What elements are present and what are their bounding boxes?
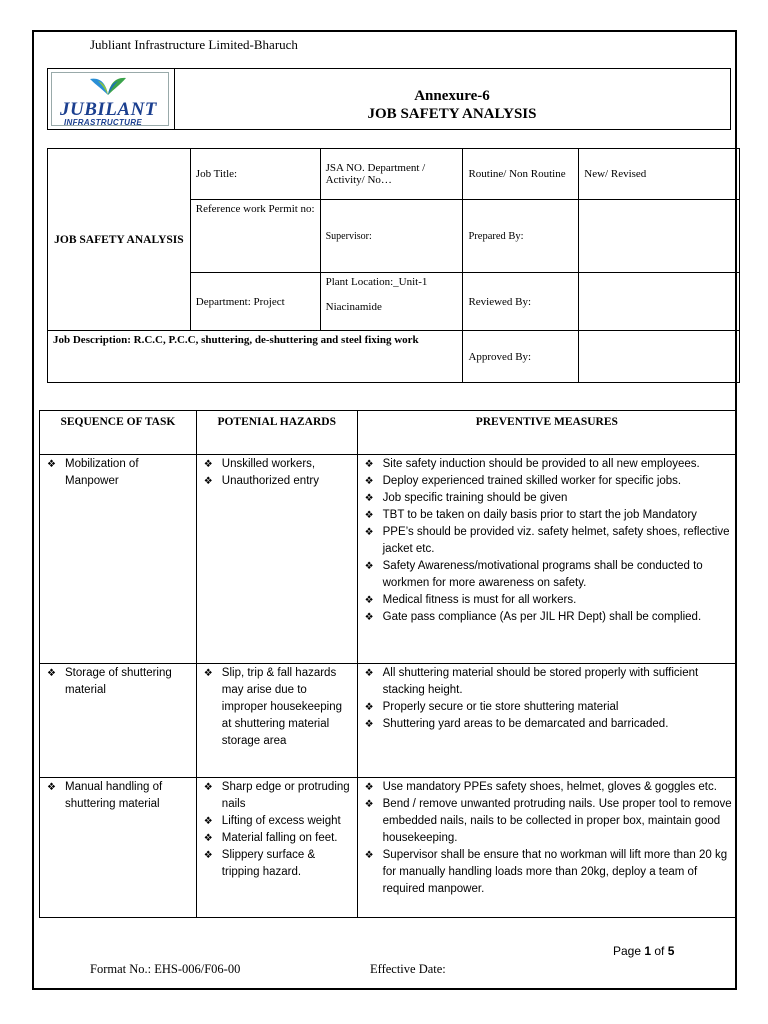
list-item-text: Job specific training should be given — [382, 492, 568, 504]
list-item-text: Supervisor shall be ensure that no workman will lift more than 20 kg for manually handling loads more than 20kg, deploy a team of required manpower. — [382, 849, 728, 895]
bullet-icon: ❖ — [203, 476, 213, 487]
bullet-icon: ❖ — [203, 833, 213, 844]
bullet-icon: ❖ — [203, 850, 213, 861]
bullet-list — [44, 456, 193, 490]
bullet-icon: ❖ — [364, 719, 374, 730]
bullet-icon: ❖ — [364, 595, 374, 606]
list-item-text: Shuttering yard areas to be demarcated and barricaded. — [382, 718, 669, 730]
task-cell — [40, 455, 197, 664]
list-item — [362, 609, 733, 626]
logo-cell — [48, 69, 175, 129]
list-item — [201, 456, 354, 473]
list-item — [201, 813, 354, 830]
plant-location-cell — [320, 273, 463, 331]
list-item — [362, 699, 733, 716]
list-item-text: PPE’s should be provided viz. safety helmet, safety shoes, reflective jacket etc. — [382, 526, 730, 555]
job-description: Job Description: R.C.C, P.C.C, shuttering, de-shuttering and steel fixing work — [48, 331, 463, 383]
bullet-icon: ❖ — [364, 612, 374, 623]
list-item-text: Gate pass compliance (As per JIL HR Dept) shall be complied. — [382, 611, 702, 623]
list-item-text: Mobilization of Manpower — [65, 458, 139, 487]
jsa-no-label: JSA NO. Department / Activity/ No… — [320, 149, 463, 200]
annexure-label: Annexure-6 — [414, 88, 490, 104]
prepared-by-label: Prepared By: — [463, 200, 579, 273]
bullet-icon: ❖ — [203, 782, 213, 793]
list-item-text: Slippery surface & tripping hazard. — [221, 849, 316, 878]
effective-date-label: Effective Date: — [370, 962, 446, 976]
list-item — [44, 779, 193, 813]
list-item-text: Sharp edge or protruding nails — [221, 781, 350, 810]
list-item-text: Unskilled workers, — [221, 458, 316, 470]
measures-cell — [357, 778, 736, 918]
bullet-icon: ❖ — [364, 850, 374, 861]
reviewed-by-value — [579, 273, 740, 331]
list-item — [362, 665, 733, 699]
supervisor-label: Supervisor: — [320, 200, 463, 273]
logo-subtitle: INFRASTRUCTURE — [64, 118, 142, 127]
jsa-info-table — [47, 148, 740, 383]
list-item-text: Medical fitness is must for all workers. — [382, 594, 577, 606]
job-title-label: Job Title: — [190, 149, 320, 200]
bullet-list — [201, 779, 354, 881]
list-item — [201, 473, 354, 490]
leaf-icon — [86, 75, 130, 99]
list-item — [362, 716, 733, 733]
table-row — [40, 778, 737, 918]
prepared-by-value — [579, 200, 740, 273]
list-item — [44, 456, 193, 490]
bullet-icon: ❖ — [364, 702, 374, 713]
header-potential-hazards: POTENIAL HAZARDS — [196, 411, 357, 455]
hazards-cell — [196, 664, 357, 778]
list-item-text: Manual handling of shuttering material — [65, 781, 163, 810]
measures-cell — [357, 455, 736, 664]
routine-label: Routine/ Non Routine — [463, 149, 579, 200]
approved-by-label: Approved By: — [463, 331, 579, 383]
task-cell — [40, 664, 197, 778]
table-row — [40, 664, 737, 778]
new-revised-label: New/ Revised — [579, 149, 740, 200]
list-item — [362, 524, 733, 558]
bullet-icon: ❖ — [364, 510, 374, 521]
approved-by-value — [579, 331, 740, 383]
list-item-text: Properly secure or tie store shuttering material — [382, 701, 619, 713]
bullet-icon: ❖ — [364, 799, 374, 810]
list-item — [201, 847, 354, 881]
list-item — [362, 558, 733, 592]
bullet-icon: ❖ — [203, 668, 213, 679]
bullet-list — [362, 665, 733, 733]
bullet-icon: ❖ — [364, 561, 374, 572]
list-item — [362, 507, 733, 524]
hazards-cell — [196, 455, 357, 664]
list-item — [201, 665, 354, 750]
bullet-icon: ❖ — [364, 459, 374, 470]
task-cell — [40, 778, 197, 918]
table-row — [40, 455, 737, 664]
plant-location-value: Niacinamide — [325, 301, 382, 313]
list-item-text: Lifting of excess weight — [221, 815, 341, 827]
bullet-icon: ❖ — [203, 459, 213, 470]
bullet-icon: ❖ — [47, 459, 56, 470]
bullet-icon: ❖ — [364, 668, 374, 679]
measures-cell — [357, 664, 736, 778]
reference-permit-label: Reference work Permit no: — [190, 200, 320, 273]
hazards-cell — [196, 778, 357, 918]
bullet-icon: ❖ — [364, 782, 374, 793]
bullet-icon: ❖ — [203, 816, 213, 827]
list-item-text: TBT to be taken on daily basis prior to start the job Mandatory — [382, 509, 697, 521]
format-number: Format No.: EHS-006/F06-00 — [90, 962, 241, 976]
list-item-text: Storage of shuttering material — [65, 667, 172, 696]
list-item — [201, 830, 354, 847]
document-header — [47, 68, 731, 130]
list-item — [44, 665, 193, 699]
bullet-list — [44, 779, 193, 813]
list-item — [362, 592, 733, 609]
plant-location-label: Plant Location:_Unit-1 — [325, 276, 428, 288]
logo-wordmark: JUBILANT — [60, 99, 157, 120]
list-item-text: Bend / remove unwanted protruding nails. Use proper tool to remove embedded nails, nails to be collected in proper box, maintain good housekeeping. — [382, 798, 732, 844]
list-item — [362, 847, 733, 898]
list-item — [362, 796, 733, 847]
bullet-list — [362, 779, 733, 898]
bullet-icon: ❖ — [364, 476, 374, 487]
list-item-text: Slip, trip & fall hazards may arise due to improper housekeeping at shuttering material storage area — [221, 667, 342, 747]
list-item — [362, 456, 733, 473]
bullet-list — [362, 456, 733, 626]
list-item — [362, 490, 733, 507]
list-item — [362, 779, 733, 796]
page-indicator: Page 1 of 5 — [613, 944, 675, 958]
list-item-text: Deploy experienced trained skilled worker for specific jobs. — [382, 475, 682, 487]
header-preventive-measures: PREVENTIVE MEASURES — [357, 411, 736, 455]
jsa-left-title: JOB SAFETY ANALYSIS — [48, 149, 191, 331]
document-title: JOB SAFETY ANALYSIS — [367, 106, 537, 122]
header-title-block — [174, 87, 730, 123]
bullet-icon: ❖ — [364, 527, 374, 538]
list-item-text: Unauthorized entry — [221, 475, 319, 487]
list-item-text: All shuttering material should be stored properly with sufficient stacking height. — [382, 667, 699, 696]
bullet-list — [201, 665, 354, 750]
jsa-task-table — [39, 410, 737, 918]
bullet-list — [44, 665, 193, 699]
bullet-list — [201, 456, 354, 490]
list-item-text: Site safety induction should be provided to all new employees. — [382, 458, 700, 470]
department-label: Department: Project — [190, 273, 320, 331]
header-sequence-of-task: SEQUENCE OF TASK — [40, 411, 197, 455]
list-item-text: Safety Awareness/motivational programs shall be conducted to workmen for more awareness on safety. — [382, 560, 703, 589]
bullet-icon: ❖ — [47, 782, 56, 793]
bullet-icon: ❖ — [47, 668, 56, 679]
bullet-icon: ❖ — [364, 493, 374, 504]
list-item — [362, 473, 733, 490]
company-logo — [51, 72, 169, 126]
list-item — [201, 779, 354, 813]
list-item-text: Use mandatory PPEs safety shoes, helmet, gloves & goggles etc. — [382, 781, 717, 793]
reviewed-by-label: Reviewed By: — [463, 273, 579, 331]
list-item-text: Material falling on feet. — [221, 832, 338, 844]
company-line: Jubliant Infrastructure Limited-Bharuch — [90, 37, 298, 52]
